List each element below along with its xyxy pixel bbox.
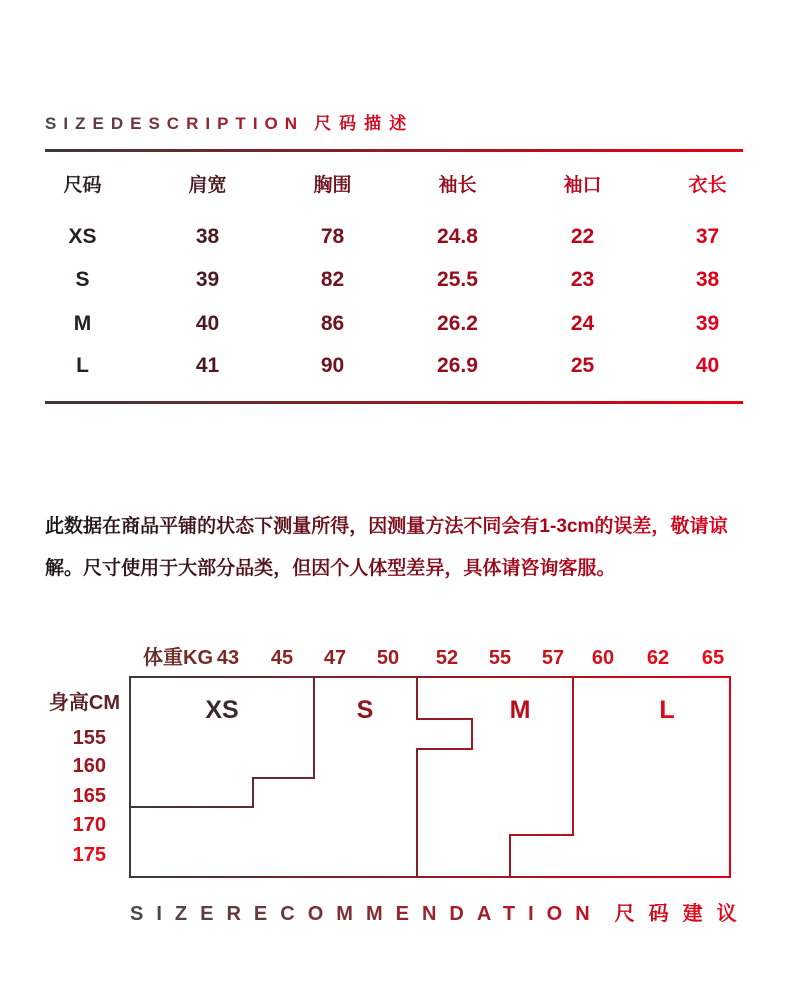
chart-line	[252, 777, 315, 779]
table-cell: 86	[320, 312, 345, 335]
note-line: 此数据在商品平铺的状态下测量所得，因测量方法不同会有1-3cm的误差，敬请谅	[45, 516, 728, 537]
height-axis-label: 身高CM	[48, 692, 120, 714]
title-english: SIZEDESCRIPTION	[45, 114, 305, 133]
chart-line	[129, 876, 731, 878]
table-cell: 26.9	[437, 354, 478, 377]
chart-line	[509, 834, 574, 836]
height-tick: 175	[72, 844, 106, 866]
chart-line	[729, 676, 731, 878]
weight-tick: 57	[541, 647, 565, 669]
chart-line	[129, 676, 731, 678]
zone-label-l: L	[659, 696, 675, 724]
table-cell: S	[75, 268, 90, 291]
height-tick: 160	[72, 755, 106, 777]
weight-tick: 62	[646, 647, 670, 669]
table-cell: 40	[195, 312, 220, 335]
weight-tick: 43	[216, 647, 240, 669]
chart-line	[129, 676, 131, 878]
table-header-cell: 胸围	[313, 175, 352, 196]
table-header-row	[20, 174, 770, 198]
table-header-cell: 肩宽	[188, 175, 227, 196]
title-chinese: 尺码描述	[314, 114, 415, 133]
section-title-size-recommendation	[130, 897, 751, 926]
weight-tick: 65	[701, 647, 725, 669]
weight-tick: 60	[591, 647, 615, 669]
table-cell: 82	[320, 268, 345, 291]
table-header-cell: 袖口	[563, 175, 602, 196]
table-cell: 22	[570, 225, 595, 248]
weight-tick: 52	[435, 647, 459, 669]
table-cell: 38	[695, 268, 720, 291]
chart-line	[416, 748, 473, 750]
table-cell: 39	[695, 312, 720, 335]
table-cell: 25.5	[437, 268, 478, 291]
table-cell: M	[73, 312, 92, 335]
table-row	[20, 311, 770, 337]
weight-tick: 55	[488, 647, 512, 669]
section-title-size-description	[45, 109, 414, 134]
weight-tick: 45	[270, 647, 294, 669]
zone-label-s: S	[356, 696, 374, 724]
bottom-divider-rule	[45, 401, 743, 404]
table-cell: 78	[320, 225, 345, 248]
height-tick: 155	[72, 727, 106, 749]
table-cell: 37	[695, 225, 720, 248]
chart-line	[129, 806, 254, 808]
height-tick: 165	[72, 785, 106, 807]
table-cell: 24.8	[437, 225, 478, 248]
table-header-cell: 衣长	[688, 175, 727, 196]
chart-line	[572, 676, 574, 836]
top-divider-rule	[45, 149, 743, 152]
table-row	[20, 353, 770, 379]
table-cell: 90	[320, 354, 345, 377]
table-cell: 38	[195, 225, 220, 248]
chart-line	[416, 676, 418, 720]
table-cell: 26.2	[437, 312, 478, 335]
chart-line	[509, 834, 511, 878]
table-row	[20, 267, 770, 293]
table-cell: 39	[195, 268, 220, 291]
chart-line	[416, 718, 473, 720]
note-line: 解。尺寸使用于大部分品类，但因个人体型差异，具体请咨询客服。	[45, 558, 616, 579]
table-cell: L	[76, 354, 89, 377]
table-cell: 24	[570, 312, 595, 335]
footer-chinese: 尺码建议	[614, 903, 751, 925]
table-cell: 40	[695, 354, 720, 377]
measurement-note	[45, 506, 757, 590]
table-header-cell: 尺码	[63, 175, 102, 196]
table-cell: 25	[570, 354, 595, 377]
weight-tick: 50	[376, 647, 400, 669]
table-row	[20, 224, 770, 250]
weight-axis-label: 体重KG	[143, 647, 214, 669]
footer-english: SIZERECOMMENDATION	[130, 903, 603, 925]
height-tick: 170	[72, 814, 106, 836]
zone-label-m: M	[509, 696, 531, 724]
chart-line	[416, 748, 418, 878]
table-header-cell: 袖长	[438, 175, 477, 196]
chart-line	[313, 676, 315, 779]
weight-tick: 47	[323, 647, 347, 669]
chart-line	[471, 718, 473, 750]
table-cell: 41	[195, 354, 220, 377]
table-cell: 23	[570, 268, 595, 291]
zone-label-xs: XS	[205, 696, 239, 724]
chart-line	[252, 777, 254, 808]
table-cell: XS	[68, 225, 97, 248]
